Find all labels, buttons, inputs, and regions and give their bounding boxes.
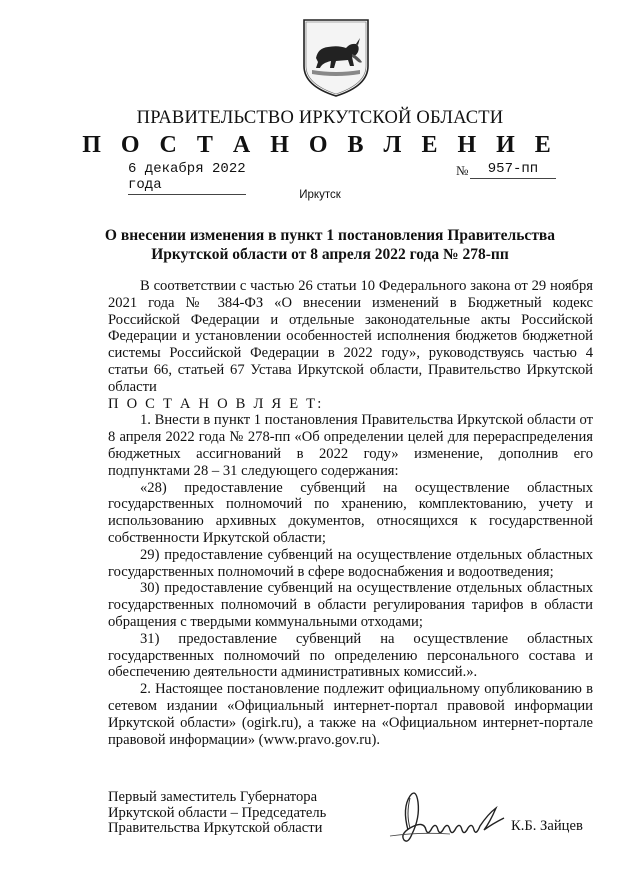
handwritten-signature — [380, 778, 520, 858]
document-number: 957-пп — [470, 161, 556, 179]
preamble-paragraph: В соответствии с частью 26 статьи 10 Федерального закона от 29 ноября 2021 года № 384-ФЗ «О внесении изменений в Бюджетный кодекс Российской Федерации и отдельные законодательные акты Российской Федерации и установлении особенностей исполнения бюджетов бюджетной системы Российской Федерации в 2022 году», руководствуясь частью 4 статьи 66, статьей 67 Устава Иркутской области, Правительство Иркутской области — [108, 278, 593, 395]
title-line-1: О внесении изменения в пункт 1 постановления Правительства — [104, 227, 556, 244]
title-line-2: Иркутской области от 8 апреля 2022 года № 278-пп — [151, 246, 509, 263]
subparagraph-31: 31) предоставление субвенций на осуществление областных государственных полномочий по определению персонального состава и обеспечению деятельности административных комиссий.». — [108, 630, 593, 681]
signatory-name: К.Б. Зайцев — [511, 818, 583, 834]
signatory-position — [108, 790, 358, 837]
paragraph-2: 2. Настоящее постановление подлежит официальному опубликованию в сетевом издании «Официальный интернет-портал правовой информации Иркутской области» (ogirk.ru), а также на «Официальном интернет-портале правовой информации» (www.pravo.gov.ru). — [108, 681, 593, 748]
subparagraph-29: 29) предоставление субвенций на осуществление отдельных областных государственных полномочий в сфере водоснабжения и водоотведения; — [108, 546, 593, 580]
number-label: № — [456, 163, 469, 178]
city-name: Иркутск — [299, 189, 341, 201]
document-type: П О С Т А Н О В Л Е Н И Е — [82, 132, 558, 158]
subparagraph-30: 30) предоставление субвенций на осуществление отдельных областных государственных полномочий в области регулирования тарифов в области обращения с твердыми коммунальными отходами; — [108, 580, 593, 630]
signatory-line-3: Правительства Иркутской области — [108, 820, 323, 836]
irkutsk-coat-of-arms-icon — [300, 14, 372, 98]
government-name: ПРАВИТЕЛЬСТВО ИРКУТСКОЙ ОБЛАСТИ — [136, 108, 504, 128]
document-body — [108, 278, 593, 748]
document-date: 6 декабря 2022 года — [128, 161, 246, 193]
document-title — [80, 226, 580, 264]
signatory-line-1: Первый заместитель Губернатора — [108, 789, 318, 805]
paragraph-1: 1. Внести в пункт 1 постановления Правительства Иркутской области от 8 апреля 2022 года № 278-пп «Об определении целей для перераспределения бюджетных ассигнований в 2022 году» изменение, дополнив его подпунктами 28 – 31 следующего содержания: — [108, 412, 593, 479]
signatory-line-2: Иркутской области – Председатель — [108, 804, 327, 821]
resolves-heading: П О С Т А Н О В Л Я Е Т: — [108, 395, 324, 412]
subparagraph-28: «28) предоставление субвенций на осуществление областных государственных полномочий по хранению, комплектованию, учету и использованию архивных документов, относящихся к государственной собственности Иркутской области; — [108, 479, 593, 546]
